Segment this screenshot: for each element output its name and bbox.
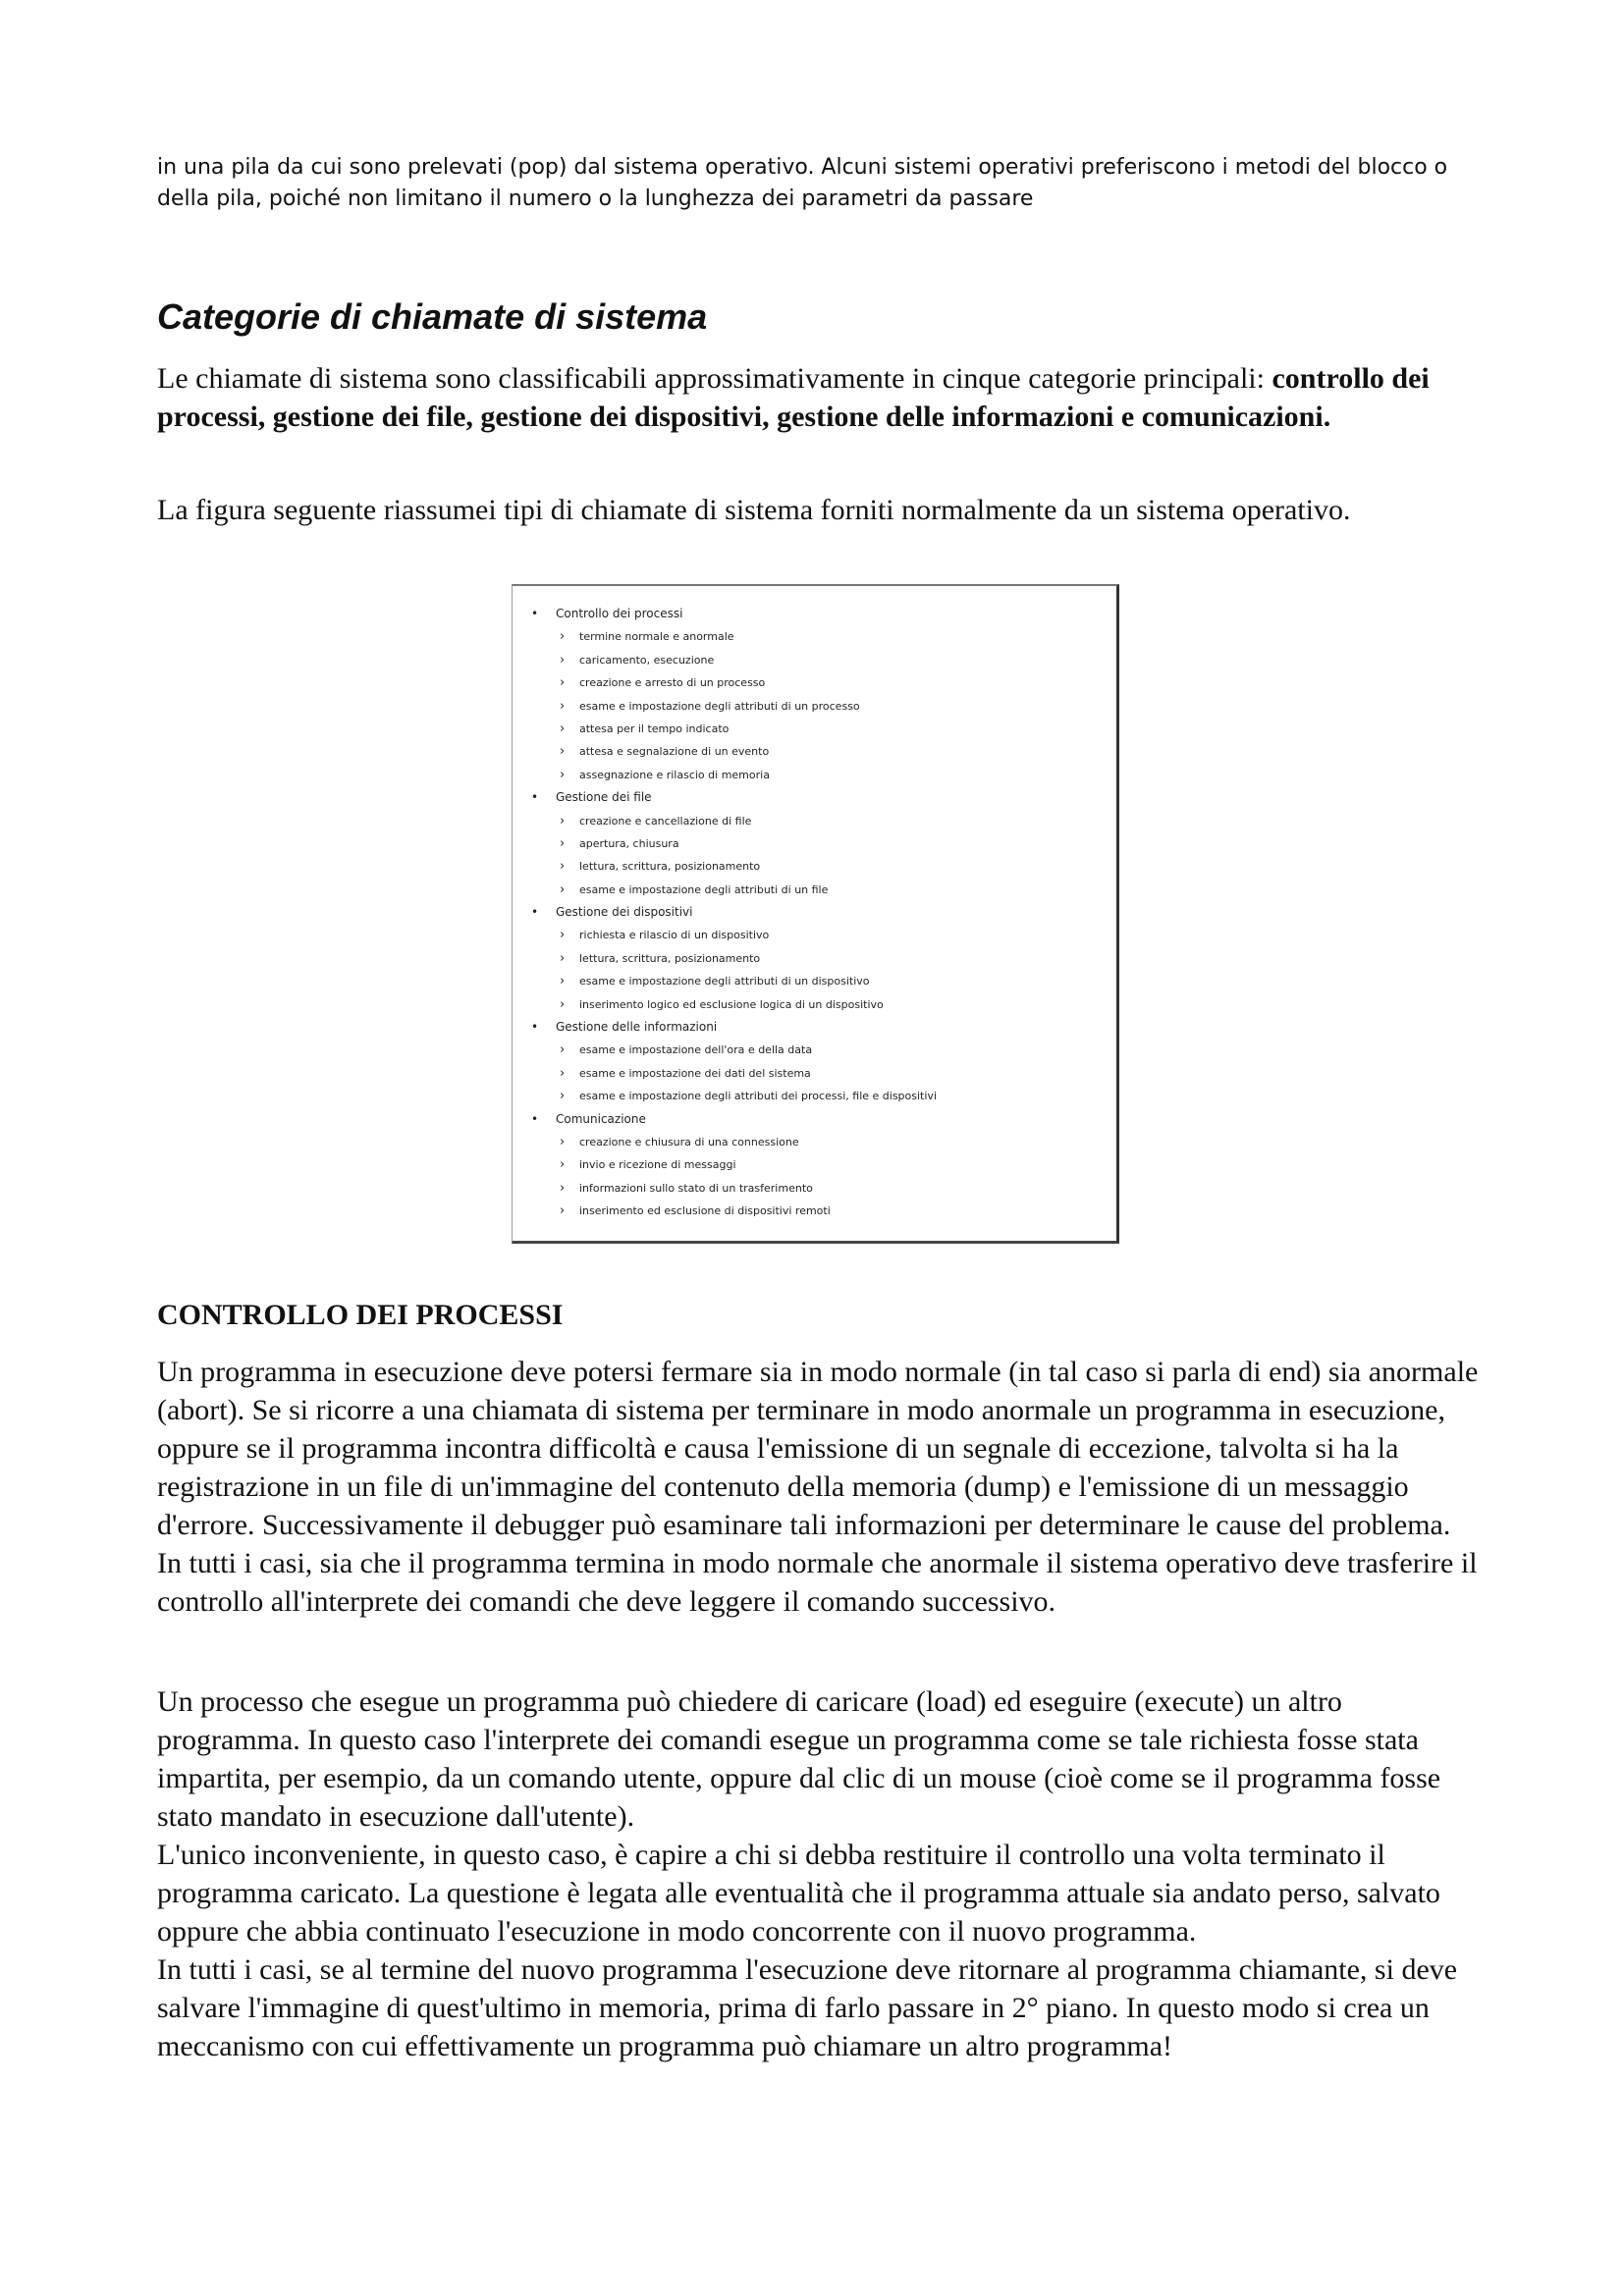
- figure-item: › invio e ricezione di messaggi: [513, 1153, 937, 1176]
- categories-paragraph: [157, 359, 1492, 436]
- controllo-paragraph-1: [157, 1353, 1492, 1621]
- figure-item: › creazione e cancellazione di file: [513, 810, 937, 832]
- figure-category: • Controllo dei processi: [513, 603, 937, 625]
- figure-item: › caricamento, esecuzione: [513, 649, 937, 671]
- figure-category: • Comunicazione: [513, 1108, 937, 1131]
- figure-item: › attesa e segnalazione di un evento: [513, 740, 937, 763]
- figure-item: › lettura, scrittura, posizionamento: [513, 855, 937, 878]
- system-calls-list: [513, 603, 937, 1223]
- text-line: In tutti i casi, se al termine del nuovo programma l'esecuzione deve ritornare al programma chiamante, si deve salvare l'immagine di quest'ultimo in memoria, prima di farlo passare in 2° piano. In questo modo si crea un meccanismo con cui effettivamente un programma può chiamare un altro programma!: [157, 1953, 1458, 2062]
- figure-caption-paragraph: La figura seguente riassumei tipi di chiamate di sistema forniti normalmente da un sistema operativo.: [157, 494, 1351, 526]
- figure-item: › richiesta e rilascio di un dispositivo: [513, 924, 937, 946]
- controllo-heading: CONTROLLO DEI PROCESSI: [157, 1299, 564, 1331]
- intro-paragraph: in una pila da cui sono prelevati (pop) dal sistema operativo. Alcuni sistemi operativi preferiscono i metodi del blocco o della pila, poiché non limitano il numero o la lunghezza dei parametri da passare: [157, 155, 1448, 211]
- controllo-paragraph-2: [157, 1682, 1492, 2065]
- figure-item: › apertura, chiusura: [513, 832, 937, 855]
- text-line: In tutti i casi, sia che il programma termina in modo normale che anormale il sistema operativo deve trasferire il controllo all'interprete dei comandi che deve leggere il comando successivo.: [157, 1547, 1478, 1618]
- text-line: L'unico inconveniente, in questo caso, è capire a chi si debba restituire il controllo una volta terminato il programma caricato. La questione è legata alle eventualità che il programma attuale sia andato perso, salvato oppure che abbia continuato l'esecuzione in modo concorrente con il nuovo programma.: [157, 1839, 1440, 1948]
- system-calls-figure: [512, 584, 1119, 1244]
- figure-item: › esame e impostazione dei dati del sistema: [513, 1062, 937, 1085]
- text-line: Un programma in esecuzione deve potersi fermare sia in modo normale (in tal caso si parla di end) sia anormale (abort). Se si ricorre a una chiamata di sistema per terminare in modo anormale un programma in esecuzione, oppure se il programma incontra difficoltà e causa l'emissione di un segnale di eccezione, talvolta si ha la registrazione in un file di un'immagine del contenuto della memoria (dump) e l'emissione di un messaggio d'errore. Successivamente il debugger può esaminare tali informazioni per determinare le cause del problema.: [157, 1356, 1479, 1541]
- figure-item: › inserimento ed esclusione di dispositivi remoti: [513, 1200, 937, 1222]
- figure-item: › informazioni sullo stato di un trasferimento: [513, 1177, 937, 1200]
- text-line: Un processo che esegue un programma può chiedere di caricare (load) ed eseguire (execute) un altro programma. In questo caso l'interprete dei comandi esegue un programma come se tale richiesta fosse stata impartita, per esempio, da un comando utente, oppure dal clic di un mouse (cioè come se il programma fosse stato mandato in esecuzione dall'utente).: [157, 1685, 1441, 1833]
- figure-category: • Gestione dei file: [513, 786, 937, 809]
- categories-intro-text: Le chiamate di sistema sono classificabili approssimativamente in cinque categorie principali:: [157, 362, 1272, 395]
- figure-item: › creazione e chiusura di una connessione: [513, 1131, 937, 1153]
- figure-item: › inserimento logico ed esclusione logica di un dispositivo: [513, 993, 937, 1016]
- section-title: Categorie di chiamate di sistema: [157, 296, 708, 337]
- figure-item: › esame e impostazione degli attributi di un dispositivo: [513, 970, 937, 992]
- figure-item: › esame e impostazione dell'ora e della data: [513, 1039, 937, 1061]
- figure-item: › termine normale e anormale: [513, 625, 937, 648]
- figure-item: › creazione e arresto di un processo: [513, 671, 937, 694]
- figure-category: • Gestione dei dispositivi: [513, 901, 937, 924]
- categories-list-bold: controllo dei processi, gestione dei file, gestione dei dispositivi, gestione delle informazioni e comunicazioni.: [157, 362, 1430, 433]
- figure-category: • Gestione delle informazioni: [513, 1016, 937, 1039]
- figure-item: › esame e impostazione degli attributi di un file: [513, 879, 937, 901]
- figure-item: › esame e impostazione degli attributi di un processo: [513, 695, 937, 718]
- figure-item: › esame e impostazione degli attributi dei processi, file e dispositivi: [513, 1085, 937, 1107]
- figure-item: › assegnazione e rilascio di memoria: [513, 764, 937, 786]
- figure-item: › lettura, scrittura, posizionamento: [513, 947, 937, 970]
- figure-item: › attesa per il tempo indicato: [513, 718, 937, 740]
